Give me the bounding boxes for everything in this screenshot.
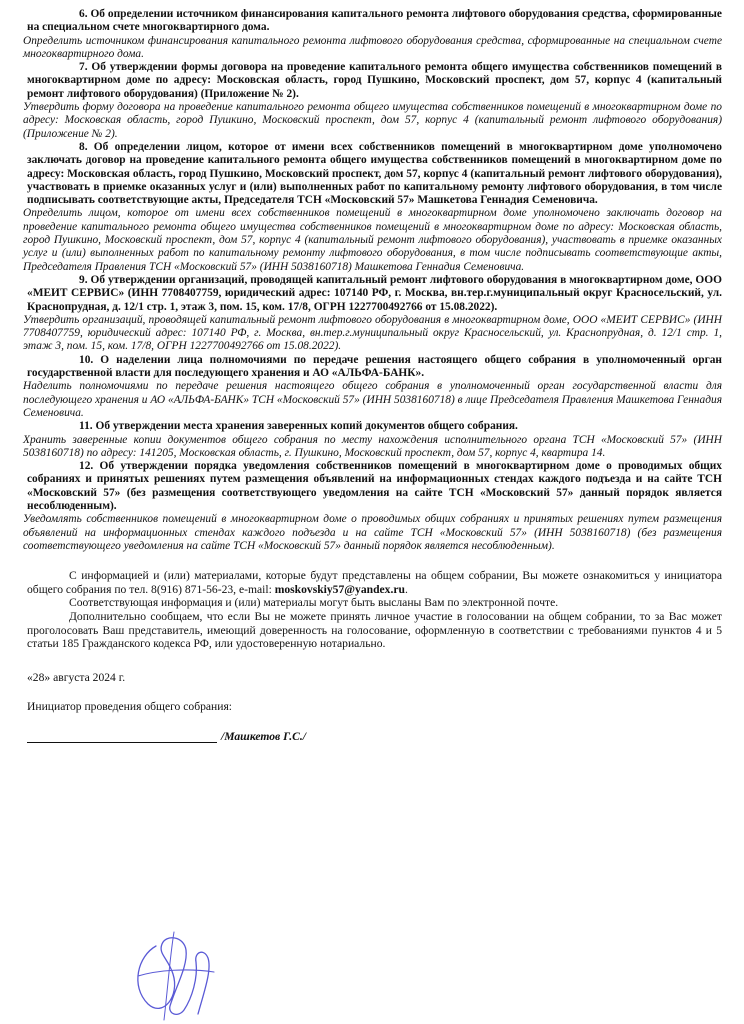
decision-text: Утвердить организаций, проводящей капитальный ремонт лифтового оборудования в многоквартирном доме, ООО «МЕИТ СЕРВИС» (ИНН 7708407759, юридический адрес: 107140 РФ, г. Москва, вн.тер.г.муниципальный округ Красносельский, ул. Краснопрудная, д. 12/1 стр. 1, этаж 3, пом. 15, ком. 17/8, ОГРН 1227700492766 от 15.08.2022). (23, 313, 722, 353)
info-paragraph: С информацией и (или) материалами, которые будут представлены на общем собрании, Вы можете ознакомиться у инициатора общего собрания по тел. 8(916) 871-56-23, e-mail: moskovskiy57@yandex.ru. (27, 569, 722, 596)
agenda-item-8 (23, 140, 722, 274)
info-paragraph: Дополнительно сообщаем, что если Вы не можете принять личное участие в голосовании на общем собрании, то за Вас может проголосовать Ваш представитель, имеющий доверенность на голосование, оформленную в соответствии с требованиями пунктов 4 и 5 статьи 185 Гражданского кодекса РФ, или удостоверенную нотариально. (27, 609, 722, 651)
agenda-item-12 (23, 460, 722, 553)
agenda-item-7 (23, 61, 722, 141)
question-text: 10. О наделении лица полномочиями по передаче решения настоящего общего собрания в уполномоченный орган государственной власти для последующего хранения и АО «АЛЬФА-БАНК». (27, 353, 722, 380)
decision-text: Хранить заверенные копии документов общего собрания по месту нахождения исполнительного органа ТСН «Московский 57» (ИНН 5038160718) по адресу: 141205, Московская область, г. Пушкино, Московский проспект, дом 57, корпус 4, квартира 14. (23, 433, 722, 459)
signature-line (27, 730, 722, 743)
decision-text: Уведомлять собственников помещений в многоквартирном доме о проводимых общих собраниях и принятых решениях путем размещения объявлений на информационных стендах каждого подъезда и на сайте ТСН «Московский 57» (ИНН 5038160718) (без размещения соответствующего уведомления на сайте ТСН «Московский 57» данный порядок является несоблюденным). (23, 513, 722, 552)
decision-text: Определить лицом, которое от имени всех собственников помещений в многоквартирном доме уполномочено заключать договор на проведение капитального ремонта общего имущества собственников помещений в многоквартирном доме по адресу: Московская область, город Пушкино, Московский проспект, дом 57, корпус 4 (капитальный ремонт лифтового оборудования), участвовать в приемке оказанных услуг и (или) выполненных работ по капитальному ремонту лифтового оборудования, в том числе подписывать соответствующие акты, Председателя Правления ТСН «Московский 57» (ИНН 5038160718) Машкетова Геннадия Семеновича. (23, 207, 722, 273)
decision-text: Утвердить форму договора на проведение капитального ремонта общего имущества собственников помещений в многоквартирном доме по адресу: Московская область, город Пушкино, Московский проспект, дом 57, корпус 4 (капитальный ремонт лифтового оборудования) (Приложение № 2). (23, 101, 722, 140)
agenda-item-10 (23, 353, 722, 420)
question-text: 9. Об утверждении организаций, проводящей капитальный ремонт лифтового оборудования в многоквартирном доме, ООО «МЕИТ СЕРВИС» (ИНН 7708407759, юридический адрес: 107140 РФ, г. Москва, вн.тер.г.муниципальный округ Красносельский, ул. Краснопрудная, д. 12/1 стр. 1, этаж 3, пом. 15, ком. 17/8, ОГРН 1227700492766 от 15.08.2022). (27, 273, 722, 313)
agenda-item-11 (23, 420, 722, 460)
initiator-label: Инициатор проведения общего собрания: (27, 700, 233, 714)
info-paragraph: Соответствующая информация и (или) материалы могут быть высланы Вам по электронной почте. (69, 596, 559, 610)
handwritten-signature (118, 926, 228, 1022)
decision-text: Наделить полномочиями по передаче решения настоящего общего собрания в уполномоченный орган государственной власти для последующего хранения и АО «АЛЬФА-БАНК» ТСН «Московский 57» (ИНН 5038160718) в лице Председателя Правления Машкетова Геннадия Семеновича. (23, 380, 722, 419)
question-text: 12. Об утверждении порядка уведомления собственников помещений в многоквартирном доме о проводимых общих собраниях и принятых решениях путем размещения объявлений на информационных стендах каждого подъезда и на сайте ТСН «Московский 57» (без размещения соответствующего уведомления на сайте ТСН «Московский 57» данный порядок является несоблюденным). (27, 460, 722, 512)
document-date: «28» августа 2024 г. (27, 670, 126, 684)
question-text: 11. Об утверждении места хранения заверенных копий документов общего собрания. (79, 420, 518, 433)
agenda-item-6 (23, 8, 722, 61)
info-section (27, 569, 722, 651)
agenda-item-9 (23, 273, 722, 354)
question-text: 6. Об определении источником финансирования капитального ремонта лифтового оборудования средства, сформированные на специальном счете многоквартирного дома. (27, 8, 722, 34)
signer-name: /Машкетов Г.С./ (221, 729, 306, 743)
signature-blank (27, 730, 217, 743)
question-text: 7. Об утверждении формы договора на проведение капитального ремонта общего имущества собственников помещений в многоквартирном доме по адресу: Московская область, город Пушкино, Московский проспект, дом 57, корпус 4 (капитальный ремонт лифтового оборудования) (Приложение № 2). (27, 61, 722, 100)
email-link[interactable]: moskovskiy57@yandex.ru (274, 582, 405, 596)
question-text: 8. Об определении лицом, которое от имени всех собственников помещений в многоквартирном доме уполномочено заключать договор на проведение капитального ремонта общего имущества собственников помещений в многоквартирном доме по адресу: Московская область, город Пушкино, Московский проспект, дом 57, корпус 4 (капитальный ремонт лифтового оборудования), участвовать в приемке оказанных услуг и (или) выполненных работ по капитальному ремонту лифтового оборудования, в том числе подписывать соответствующие акты, Председателя ТСН «Московский 57» Машкетова Геннадия Семеновича. (27, 140, 722, 207)
decision-text: Определить источником финансирования капитального ремонта лифтового оборудования средства, сформированные на специальном счете многоквартирного дома. (23, 34, 722, 60)
